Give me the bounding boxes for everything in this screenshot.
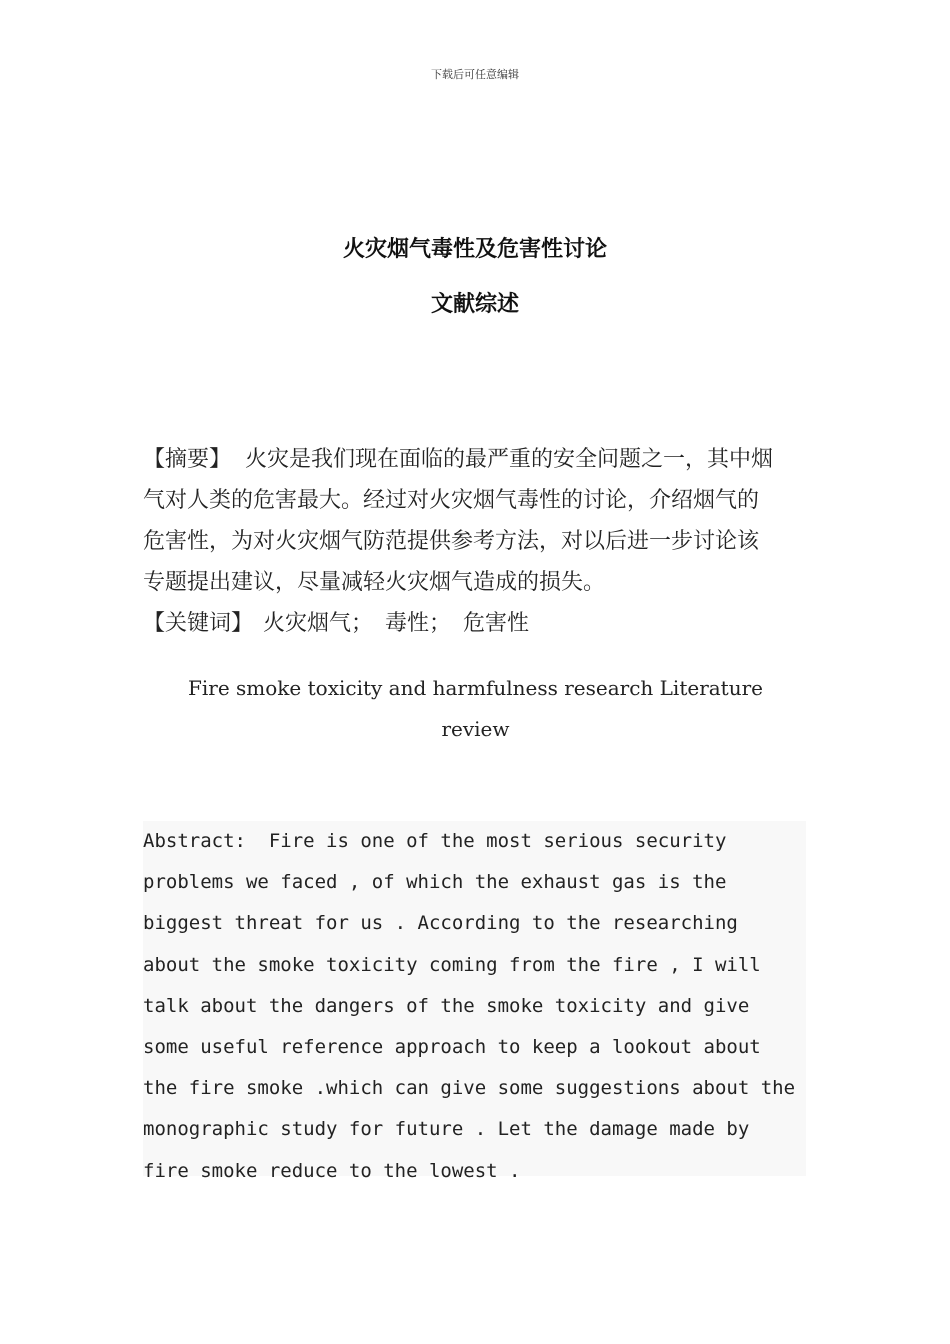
english-abstract-line: problems we faced , of which the exhaust gas is the [143, 871, 727, 894]
english-abstract-line: biggest threat for us . According to the researching [143, 912, 738, 935]
keyword: 危害性 [463, 611, 530, 636]
english-abstract-line: talk about the dangers of the smoke toxicity and give [143, 994, 750, 1017]
english-abstract-line: about the smoke toxicity coming from the fire , I will [143, 953, 761, 976]
document-title: 火灾烟气毒性及危害性讨论 [342, 237, 607, 262]
abstract-label: 【摘要】 [143, 447, 232, 472]
chinese-abstract [143, 439, 808, 603]
abstract-line: 气对人类的危害最大。经过对火灾烟气毒性的讨论，介绍烟气的 [143, 488, 760, 513]
page-header-note: 下载后可任意编辑 [431, 68, 519, 81]
english-title [143, 668, 808, 750]
abstract-line: 危害性，为对火灾烟气防范提供参考方法，对以后进一步讨论该 [143, 529, 760, 554]
abstract-line: 专题提出建议，尽量减轻火灾烟气造成的损失。 [143, 570, 606, 595]
keyword: 毒性； [385, 611, 452, 636]
keywords-label: 【关键词】 [143, 611, 254, 636]
keywords [143, 603, 808, 644]
english-title-line: review [441, 717, 510, 741]
document-subtitle: 文献综述 [430, 292, 519, 317]
english-abstract-line: monographic study for future . Let the damage made by [143, 1118, 750, 1141]
english-title-line: Fire smoke toxicity and harmfulness research Literature [188, 676, 763, 700]
english-abstract-line: fire smoke reduce to the lowest . [143, 1159, 521, 1182]
english-abstract-line: Abstract: Fire is one of the most serious security [143, 830, 727, 852]
abstract-line [143, 439, 808, 480]
english-abstract [143, 821, 806, 1182]
english-abstract-line: some useful reference approach to keep a lookout about [143, 1036, 761, 1059]
english-abstract-line: the fire smoke .which can give some suggestions about the [143, 1077, 796, 1100]
keyword: 火灾烟气； [263, 611, 374, 636]
abstract-text: 火灾是我们现在面临的最严重的安全问题之一，其中烟 [245, 447, 774, 472]
